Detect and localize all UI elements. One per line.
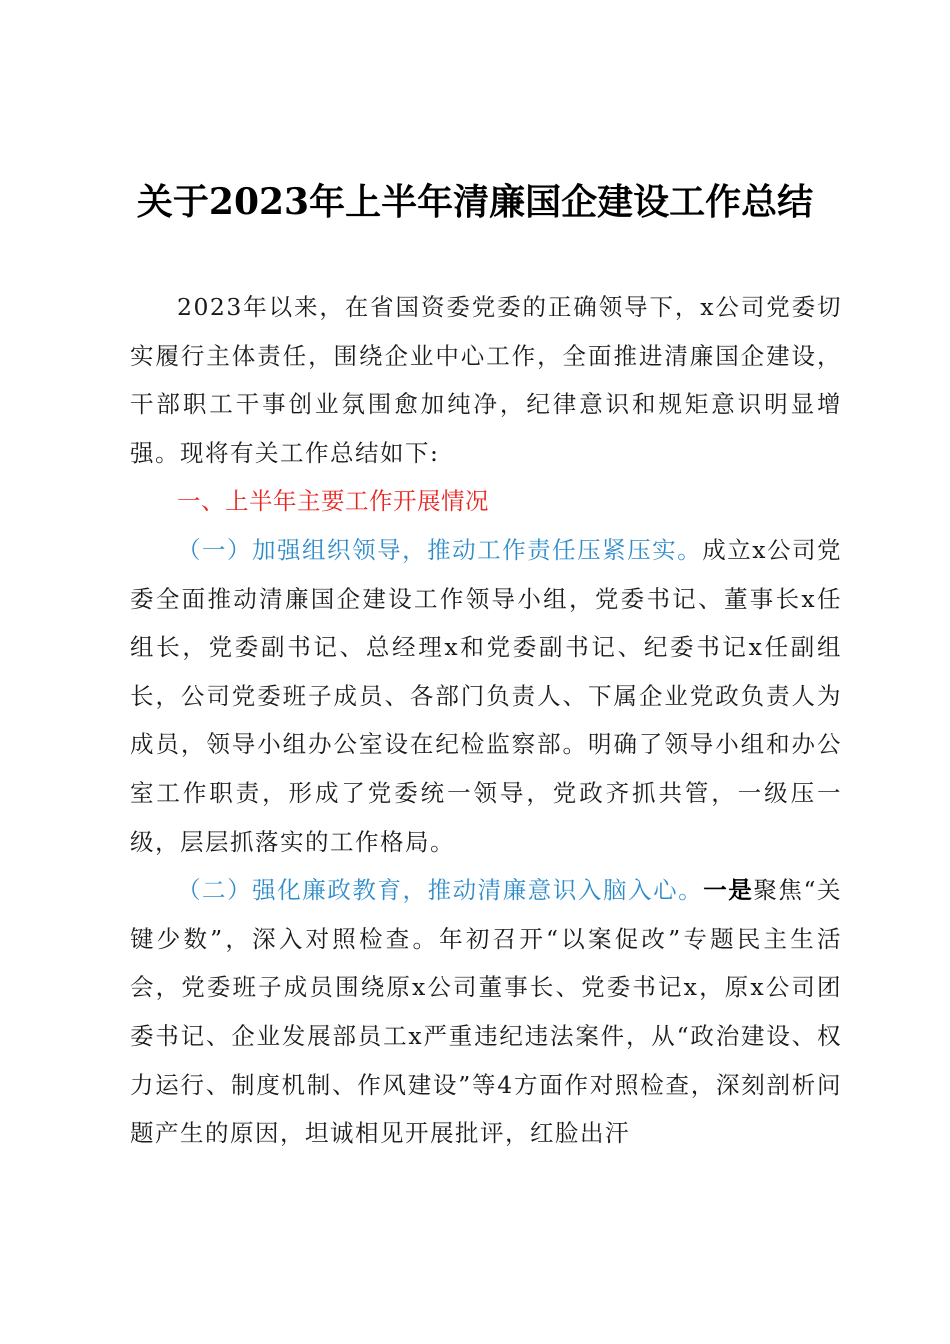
item-1-paragraph — [130, 526, 842, 866]
item-2-lead: 一是 — [703, 876, 754, 905]
section-heading — [130, 477, 842, 526]
section-heading-text: 一、上半年主要工作开展情况 — [177, 487, 489, 516]
document-title: 关于2023年上半年清廉国企建设工作总结 — [136, 181, 814, 223]
item-1-heading: （一）加强组织领导，推动工作责任压紧压实。 — [177, 535, 703, 564]
intro-paragraph: 2023年以来，在省国资委党委的正确领导下，x公司党委切实履行主体责任，围绕企业中心工作，全面推进清廉国企建设，干部职工干事创业氛围愈加纯净，纪律意识和规矩意识明显增强。现将有关工作总结如下: — [130, 293, 842, 467]
item-2-paragraph — [130, 866, 842, 1158]
item-2-heading: （二）强化廉政教育，推动清廉意识入脑入心。 — [177, 876, 704, 905]
document-body — [130, 283, 842, 1158]
item-2-body: 聚焦“关键少数”，深入对照检查。年初召开“以案促改”专题民主生活会，党委班子成员围绕原x公司董事长、党委书记x，原x公司团委书记、企业发展部员工x严重违纪违法案件，从“政治建设、权力运行、制度机制、作风建设”等4方面作对照检查，深刻剖析问题产生的原因，坦诚相见开展批评，红脸出汗 — [130, 876, 843, 1148]
item-1-body: 成立x公司党委全面推动清廉国企建设工作领导小组，党委书记、董事长x任组长，党委副书记、总经理x和党委副书记、纪委书记x任副组长，公司党委班子成员、各部门负责人、下属企业党政负责人为成员，领导小组办公室设在纪检监察部。明确了领导小组和办公室工作职责，形成了党委统一领导，党政齐抓共管，一级压一级，层层抓落实的工作格局。 — [130, 535, 843, 856]
